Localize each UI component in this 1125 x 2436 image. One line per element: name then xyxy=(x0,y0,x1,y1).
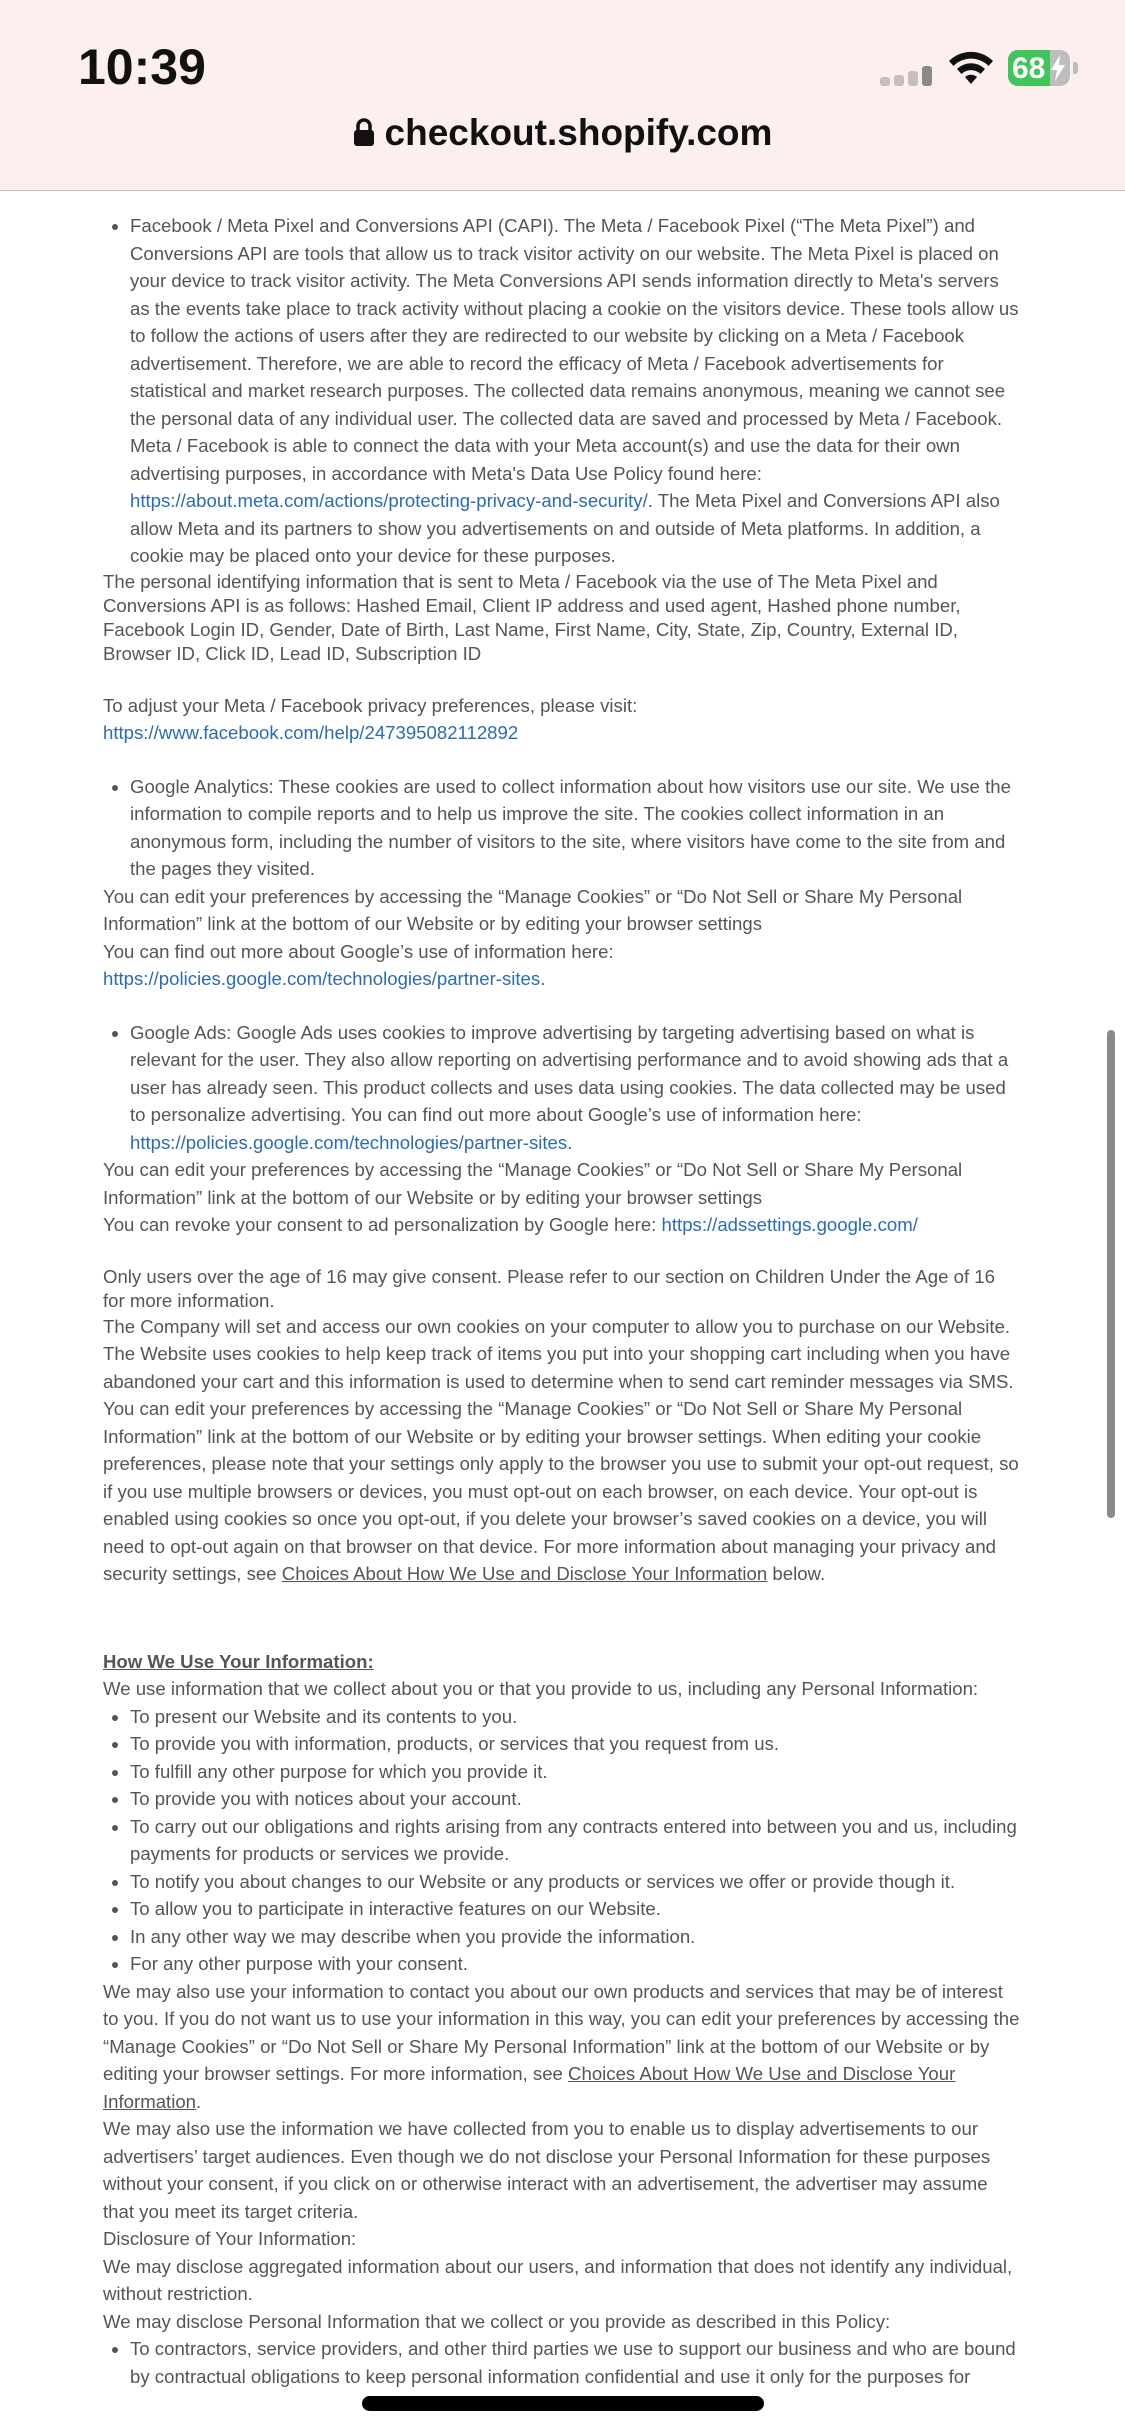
list-item: • To carry out our obligations and rights arising from any contracts entered into between you and us, including payments for products or services we provide. xyxy=(130,1813,1021,1868)
list-item: • To notify you about changes to our Website or any products or services we offer or provide though it. xyxy=(130,1868,1021,1896)
google-partner-sites-link[interactable]: https://policies.google.com/technologies/partner-sites xyxy=(103,968,541,989)
meta-list xyxy=(103,212,1021,570)
ads-revoke-text: You can revoke your consent to ad personalization by Google here: https://adssettings.google.com/ xyxy=(103,1214,918,1235)
adssettings-link[interactable]: https://adssettings.google.com/ xyxy=(661,1214,918,1235)
meta-privacy-link[interactable]: https://about.meta.com/actions/protecting-privacy-and-security/ xyxy=(130,490,648,511)
meta-adjust-text: To adjust your Meta / Facebook privacy preferences, please visit: https://www.facebook.com/help/247395082112892 xyxy=(103,694,638,743)
ga-link-row: https://policies.google.com/technologies/partner-sites. xyxy=(103,968,546,989)
contact-para: We may also use your information to contact you about our own products and services that may be of interest to you. If you do not want us to use your information in this way, you can edit your preferences by accessing the “Manage Cookies” or “Do Not Sell or Share My Personal Information” link at the bottom of our Website or by editing your browser settings. For more information, see Choices About How We Use and Disclose Your Information. xyxy=(103,1980,1020,2112)
list-item: • To fulfill any other purpose for which you provide it. xyxy=(130,1758,1021,1786)
choices-link-2[interactable]: Choices About How We Use and Disclose Your Information xyxy=(103,2063,956,2112)
scrollbar[interactable] xyxy=(1107,1030,1115,1518)
list-item: • To allow you to participate in interactive features on our Website. xyxy=(130,1895,1021,1923)
browser-top-bar xyxy=(0,0,1125,191)
choices-link[interactable]: Choices About How We Use and Disclose Your Information xyxy=(281,1563,768,1584)
list-item: • To provide you with notices about your account. xyxy=(130,1785,1021,1813)
company-cookies-text: The Company will set and access our own cookies on your computer to allow you to purchase on our Website. The Website uses cookies to help keep track of items you put into your shopping cart including when you have abandoned your cart and this information is used to determine when to send cart reminder messages via SMS. You can edit your preferences by accessing the “Manage Cookies” or “Do Not Sell or Share My Personal Information” link at the bottom of our Website or by editing your browser settings. When editing your cookie preferences, please note that your settings only apply to the browser you use to submit your opt-out request, so if you use multiple browsers or devices, you must opt-out on each browser, on each device. Your opt-out is enabled using cookies so once you opt-out, if you delete your browser’s saved cookies on a device, you will need to opt-out again on that browser on that device. For more information about managing your privacy and security settings, see Choices About How We Use and Disclose Your Information below. xyxy=(103,1315,1019,1584)
battery-percent: 68 xyxy=(1012,52,1046,85)
ads-para: We may also use the information we have collected from you to enable us to display advertisements to our advertisers’ target audiences. Even though we do not disclose your Personal Information for these purposes without your consent, if you click on or otherwise interact with an advertisement, the advertiser may assume that you meet its target criteria. xyxy=(103,2118,991,2222)
list-item: • To present our Website and its contents to you. xyxy=(130,1703,1021,1731)
url-domain: checkout.shopify.com xyxy=(384,112,773,153)
lock-icon xyxy=(353,117,375,147)
battery-icon xyxy=(1008,50,1070,86)
home-indicator[interactable] xyxy=(362,2396,764,2411)
google-ads-partner-link[interactable]: https://policies.google.com/technologies/partner-sites xyxy=(130,1131,568,1153)
policy-content xyxy=(103,212,1021,2390)
list-item-google-ads: • Google Ads: Google Ads uses cookies to improve advertising by targeting advertising based on what is relevant for the user. They also allow reporting on advertising performance and to avoid showing ads that a user has already seen. This product collects and uses data using cookies. The data collected may be used to personalize advertising. You can find out more about Google’s use of information here: https://policies.google.com/technologies/partner-sites. xyxy=(130,1019,1021,1157)
url-bar[interactable] xyxy=(0,112,1125,154)
ads-preferences-text: You can edit your preferences by accessing the “Manage Cookies” or “Do Not Sell or Share My Personal Information” link at the bottom of our Website or by editing your browser settings xyxy=(103,1159,963,1208)
wifi-icon xyxy=(948,50,994,86)
ga-findout-text: You can find out more about Google’s use of information here: xyxy=(103,940,614,962)
meta-identifiers-text: The personal identifying information that is sent to Meta / Facebook via the use of The Meta Pixel and Conversions API is as follows: Hashed Email, Client IP address and used agent, Hashed phone number, Facebook Login ID, Gender, Date of Birth, Last Name, First Name, City, State, Zip, Country, External ID, Browser ID, Click ID, Lead ID, Subscription ID xyxy=(103,570,961,664)
list-item: • In any other way we may describe when you provide the information. xyxy=(130,1923,1021,1951)
use-heading: How We Use Your Information: xyxy=(103,1650,374,1672)
ga-list xyxy=(103,773,1021,883)
disclosure-para-2: We may disclose Personal Information that we collect or you provide as described in this Policy: xyxy=(103,2310,891,2332)
battery-cap xyxy=(1073,62,1078,74)
status-time: 10:39 xyxy=(78,39,206,95)
cellular-signal-icon xyxy=(880,62,936,86)
ads-list xyxy=(103,1019,1021,1157)
list-item-google-analytics: • Google Analytics: These cookies are used to collect information about how visitors use our site. We use the information to compile reports and to help us improve the site. The cookies collect information in an anonymous form, including the number of visitors to the site, where visitors have come to the site from and the pages they visited. xyxy=(130,773,1021,883)
age-consent-text: Only users over the age of 16 may give consent. Please refer to our section on Children Under the Age of 16 for more information. xyxy=(103,1265,995,1311)
use-intro: We use information that we collect about you or that you provide to us, including any Personal Information: xyxy=(103,1678,979,1699)
use-list xyxy=(103,1703,1021,1978)
list-item: • To provide you with information, products, or services that you request from us. xyxy=(130,1730,1021,1758)
list-item: • For any other purpose with your consent. xyxy=(130,1950,1021,1978)
disclosure-heading: Disclosure of Your Information: xyxy=(103,2228,357,2249)
ga-preferences-text: You can edit your preferences by accessing the “Manage Cookies” or “Do Not Sell or Share My Personal Information” link at the bottom of our Website or by editing your browser settings xyxy=(103,885,963,934)
list-item-meta-pixel: • Facebook / Meta Pixel and Conversions API (CAPI). The Meta / Facebook Pixel (“The Meta Pixel”) and Conversions API are tools that allow us to track visitor activity on our website. The Meta Pixel is placed on your device to track visitor activity. The Meta Conversions API sends information directly to Meta's servers as the events take place to track activity without placing a cookie on the visitors device. These tools allow us to follow the actions of users after they are redirected to our website by clicking on a Meta / Facebook advertisement. Therefore, we are able to record the efficacy of Meta / Facebook advertisements for statistical and market research purposes. The collected data remains anonymous, meaning we cannot see the personal data of any individual user. The collected data are saved and processed by Meta / Facebook. Meta / Facebook is able to connect the data with your Meta account(s) and use the data for their own advertising purposes, in accordance with Meta's Data Use Policy found here: https://about.meta.com/actions/protecting-privacy-and-security/. The Meta Pixel and Conversions API also allow Meta and its partners to show you advertisements on and outside of Meta platforms. In addition, a cookie may be placed onto your device for these purposes. xyxy=(130,212,1021,570)
disclosure-list xyxy=(103,2335,1021,2390)
facebook-help-link[interactable]: https://www.facebook.com/help/247395082112892 xyxy=(103,722,519,743)
disclosure-para: We may disclose aggregated information about our users, and information that does not identify any individual, without restriction. xyxy=(103,2255,1013,2304)
list-item: • To contractors, service providers, and other third parties we use to support our business and who are bound by contractual obligations to keep personal information confidential and use it only for the purposes for xyxy=(130,2335,1021,2390)
charging-bolt-icon xyxy=(1050,55,1066,81)
